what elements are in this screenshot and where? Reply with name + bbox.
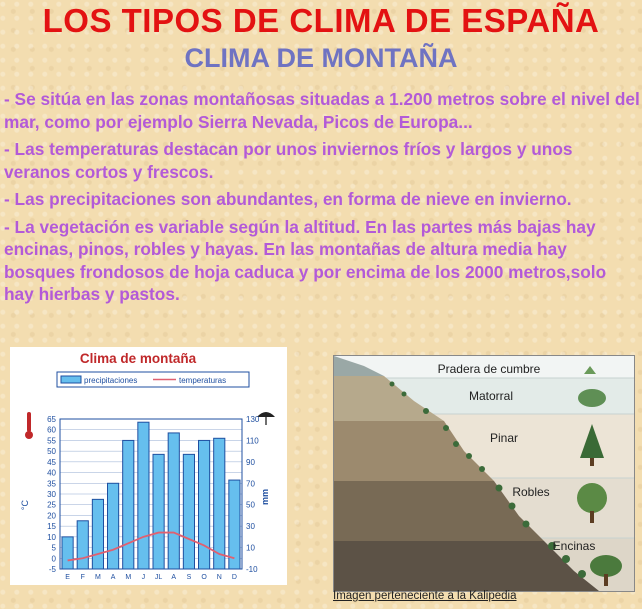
tick-month: F bbox=[80, 574, 85, 581]
tick-left: 10 bbox=[47, 532, 56, 542]
bar-precipitaciones bbox=[108, 483, 119, 569]
bullet-location: - Se sitúa en las zonas montañosas situadas a 1.200 metros sobre el nivel del mar, como por ejemplo Sierra Nevada, Picos de Europa... bbox=[4, 89, 640, 132]
tick-left: 0 bbox=[51, 554, 56, 564]
tick-month: M bbox=[125, 574, 132, 581]
tick-right: 50 bbox=[246, 500, 255, 510]
layer-label-encinas: Encinas bbox=[552, 539, 596, 553]
bar-precipitaciones bbox=[153, 454, 164, 569]
tick-left: 65 bbox=[47, 415, 56, 424]
bar-precipitaciones bbox=[92, 499, 103, 569]
climate-chart-svg bbox=[10, 347, 287, 585]
legend-label-precipitaciones: precipitaciones bbox=[84, 376, 138, 385]
page-title: LOS TIPOS DE CLIMA DE ESPAÑA bbox=[42, 2, 600, 39]
tick-right: 30 bbox=[246, 522, 255, 532]
tick-right: 110 bbox=[246, 436, 259, 446]
tick-right: 70 bbox=[246, 479, 255, 489]
bar-precipitaciones bbox=[168, 433, 179, 569]
bar-precipitaciones bbox=[123, 440, 134, 569]
bar-precipitaciones bbox=[183, 454, 194, 569]
layer-label-pradera: Pradera de cumbre bbox=[437, 362, 541, 376]
tick-left: -5 bbox=[48, 565, 56, 574]
bar-precipitaciones bbox=[138, 422, 149, 569]
bar-precipitaciones bbox=[199, 440, 210, 569]
tick-left: 30 bbox=[47, 490, 56, 499]
tick-month: O bbox=[201, 574, 207, 581]
legend-label-temperaturas: temperaturas bbox=[179, 376, 227, 385]
bar-precipitaciones bbox=[77, 521, 88, 569]
tick-left: 60 bbox=[47, 425, 56, 435]
tick-left: 35 bbox=[47, 479, 56, 489]
tick-right: 130 bbox=[246, 415, 260, 424]
tick-month: A bbox=[171, 574, 177, 581]
umbrella-icon bbox=[257, 412, 275, 425]
axis-label-right: mm bbox=[260, 488, 270, 506]
tick-left: 40 bbox=[47, 468, 56, 478]
tick-left: 50 bbox=[47, 447, 56, 457]
tick-month: M bbox=[94, 574, 101, 581]
layer-label-matorral: Matorral bbox=[468, 389, 514, 403]
tick-right: -10 bbox=[246, 565, 258, 574]
vegetation-altitude-illustration bbox=[333, 355, 635, 592]
tick-month: J bbox=[141, 574, 146, 581]
tick-right: 90 bbox=[246, 457, 255, 467]
bar-precipitaciones bbox=[62, 537, 73, 569]
image-credit: Imagen perteneciente a la Kalipedia bbox=[333, 590, 517, 602]
tick-month: N bbox=[216, 574, 222, 581]
tick-right: 10 bbox=[246, 543, 255, 553]
tick-month: JL bbox=[154, 574, 163, 581]
bullet-temperatures: - Las temperaturas destacan por unos inviernos fríos y largos y unos veranos cortos y frescos. bbox=[4, 139, 573, 182]
climate-chart bbox=[10, 347, 287, 585]
tick-left: 45 bbox=[47, 457, 56, 467]
tick-month: D bbox=[231, 574, 237, 581]
bullet-vegetation: - La vegetación es variable según la altitud. En las partes más bajas hay encinas, pinos, robles y hayas. En las montañas de altura media hay bosques frondosos de hoja caduca y por encima de los 2000 metros,solo hay hierbas y pastos. bbox=[4, 216, 607, 304]
axis-label-left: °C bbox=[20, 499, 30, 511]
tick-month: E bbox=[65, 574, 70, 581]
thermometer-icon bbox=[25, 412, 33, 439]
layer-label-robles: Robles bbox=[512, 485, 550, 499]
shrub-icon bbox=[578, 389, 606, 407]
tick-left: 25 bbox=[47, 500, 56, 510]
tick-left: 20 bbox=[47, 511, 56, 521]
page-subtitle: CLIMA DE MONTAÑA bbox=[184, 43, 458, 73]
tick-left: 15 bbox=[47, 522, 56, 532]
vegetation-svg bbox=[334, 356, 634, 591]
chart-title: Clima de montaña bbox=[79, 351, 197, 366]
tick-month: S bbox=[186, 574, 192, 581]
bullet-list bbox=[4, 88, 640, 311]
bar-precipitaciones bbox=[229, 480, 240, 569]
layer-label-pinar: Pinar bbox=[489, 431, 519, 445]
legend-swatch-precipitaciones bbox=[61, 376, 81, 383]
tick-month: A bbox=[110, 574, 116, 581]
tick-left: 5 bbox=[51, 543, 56, 553]
tick-left: 55 bbox=[47, 436, 56, 446]
bullet-precipitation: - Las precipitaciones son abundantes, en forma de nieve en invierno. bbox=[4, 189, 572, 209]
bar-precipitaciones bbox=[214, 438, 225, 569]
